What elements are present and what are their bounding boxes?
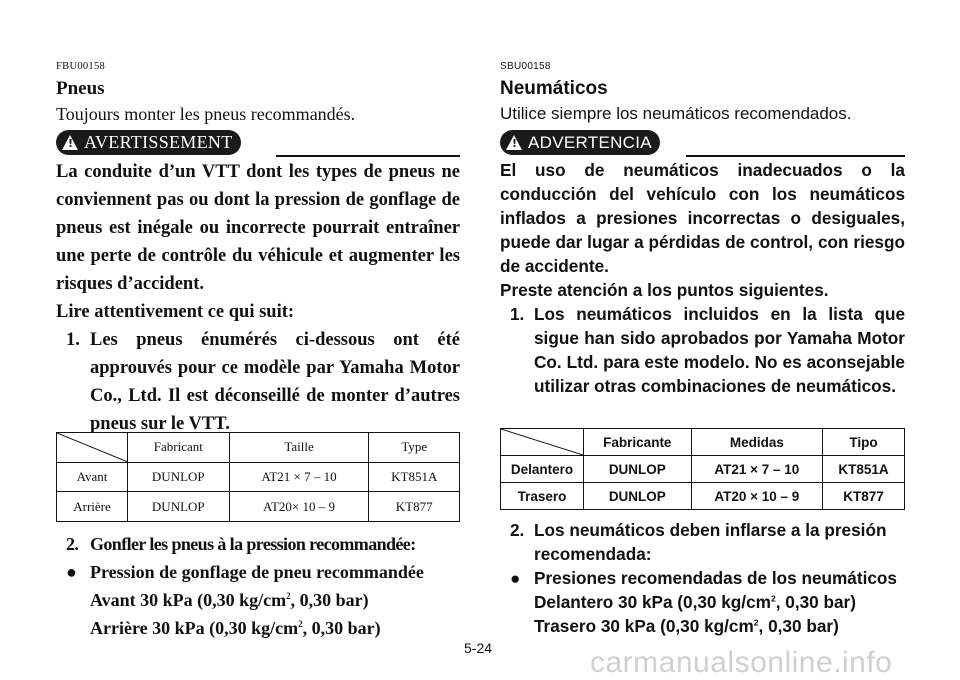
section-heading: Pneus <box>56 78 105 99</box>
column-header: Tipo <box>823 429 905 456</box>
item-text: Les pneus énumérés ci-dessous ont été approuvés pour ce modèle par Yamaha Motor Co., Ltd. Il est déconseillé de monter d’autres pneus sur le VTT. <box>90 330 460 434</box>
list-item <box>500 302 905 398</box>
table-cell: DUNLOP <box>128 462 230 492</box>
table-cell: KT851A <box>823 456 905 483</box>
item-number: 1. <box>510 304 525 324</box>
table-cell: KT877 <box>369 492 460 522</box>
table-row <box>501 483 905 510</box>
bullet-icon: ● <box>66 562 77 582</box>
table-header-row <box>501 429 905 456</box>
table-cell: AT21 × 7 – 10 <box>229 462 369 492</box>
column-header: Taille <box>229 433 369 463</box>
bullet-text: Pression de gonflage de pneu recommandée <box>90 562 424 582</box>
bullet-item <box>56 558 460 586</box>
rear-pressure-unit: , 0,30 bar) <box>302 618 381 638</box>
warning-triangle-icon: ! <box>506 135 522 150</box>
front-pressure <box>56 586 460 614</box>
list-item <box>56 326 460 438</box>
section-code: FBU00158 <box>56 61 106 72</box>
read-note: Preste atención a los puntos siguientes. <box>500 280 829 300</box>
table-cell: AT20 × 10 – 9 <box>691 483 822 510</box>
column-header: Fabricante <box>584 429 692 456</box>
front-pressure-text: Delantero 30 kPa (0,30 kg/cm <box>534 592 771 612</box>
inflation-section <box>56 530 460 642</box>
rear-pressure <box>500 614 905 638</box>
section-code: SBU00158 <box>500 61 551 72</box>
table-cell: KT877 <box>823 483 905 510</box>
front-pressure-unit: , 0,30 bar) <box>775 592 856 612</box>
table-cell: DUNLOP <box>128 492 230 522</box>
table-cell: KT851A <box>369 462 460 492</box>
superscript: 2 <box>298 619 303 629</box>
item-number: 2. <box>510 520 525 540</box>
table-row <box>501 456 905 483</box>
watermark: carmanualsonline.info <box>590 646 893 679</box>
item-text: Los neumáticos incluidos en la lista que sigue han sido aprobados por Yamaha Motor Co. Ltd. para este modelo. No es aconsejable utilizar otras combinaciones de neumáticos. <box>534 304 905 396</box>
table-row <box>57 492 460 522</box>
bullet-icon: ● <box>510 568 521 588</box>
item-number: 2. <box>66 534 79 554</box>
front-pressure <box>500 590 905 614</box>
table-cell: Avant <box>57 462 128 492</box>
warning-rule <box>686 155 905 157</box>
warning-triangle-icon: ! <box>62 135 78 150</box>
warning-rule <box>276 155 460 157</box>
superscript: 2 <box>753 617 759 628</box>
column-header: Medidas <box>691 429 822 456</box>
warning-text: La conduite d’un VTT dont les types de pneus ne conviennent pas ou dont la pression de gonflage de pneus est inégale ou incorrecte pourrait entraîner une perte de contrôle du véhicule et augmenter les risques d’accident. <box>56 162 460 294</box>
section-heading: Neumáticos <box>500 78 608 99</box>
table-cell: AT20× 10 – 9 <box>229 492 369 522</box>
warning-header <box>56 130 460 157</box>
front-pressure-unit: , 0,30 bar) <box>290 590 369 610</box>
rear-pressure-text: Trasero 30 kPa (0,30 kg/cm <box>534 616 754 636</box>
column-header: Fabricant <box>128 433 230 463</box>
warning-badge <box>56 130 241 155</box>
list-item <box>500 518 905 566</box>
column-header: Type <box>369 433 460 463</box>
warning-body <box>56 158 460 438</box>
table-cell: Arrière <box>57 492 128 522</box>
table-row <box>57 462 460 492</box>
bullet-text: Presiones recomendadas de los neumáticos <box>534 568 897 588</box>
item-text: Gonfler les pneus à la pression recommandée: <box>90 534 416 554</box>
table-cell: DUNLOP <box>584 456 692 483</box>
table-cell: AT21 × 7 – 10 <box>691 456 822 483</box>
rear-pressure <box>56 614 460 642</box>
table-header-row <box>57 433 460 463</box>
item-number: 1. <box>66 330 80 350</box>
table-cell: Delantero <box>501 456 584 483</box>
list-item <box>56 530 460 558</box>
front-pressure-text: Avant 30 kPa (0,30 kg/cm <box>90 590 287 610</box>
superscript: 2 <box>286 591 291 601</box>
rear-pressure-text: Arrière 30 kPa (0,30 kg/cm <box>90 618 299 638</box>
warning-header <box>500 130 905 157</box>
read-note: Lire attentivement ce qui suit: <box>56 302 295 322</box>
warning-text: El uso de neumáticos inadecuados o la conducción del vehículo con los neumáticos inflados a presiones incorrectas o desiguales, puede dar lugar a pérdidas de control, con riesgo de accidente. <box>500 160 905 276</box>
warning-body <box>500 158 905 398</box>
section-subtitle: Utilice siempre los neumáticos recomendados. <box>500 104 852 123</box>
section-subtitle: Toujours monter les pneus recommandés. <box>56 104 356 124</box>
tire-table <box>500 428 905 510</box>
table-corner-cell <box>501 429 584 456</box>
table-corner-cell <box>57 433 128 463</box>
inflation-section <box>500 518 905 638</box>
bullet-item <box>500 566 905 590</box>
page-number: 5-24 <box>464 640 493 656</box>
tire-table <box>56 432 460 522</box>
table-cell: Trasero <box>501 483 584 510</box>
rear-pressure-unit: , 0,30 bar) <box>758 616 839 636</box>
warning-label: AVERTISSEMENT <box>84 132 233 152</box>
superscript: 2 <box>770 593 776 604</box>
warning-badge <box>500 130 660 155</box>
table-cell: DUNLOP <box>584 483 692 510</box>
item-text: Los neumáticos deben inflarse a la presión recomendada: <box>534 520 887 564</box>
warning-label: ADVERTENCIA <box>528 132 652 152</box>
